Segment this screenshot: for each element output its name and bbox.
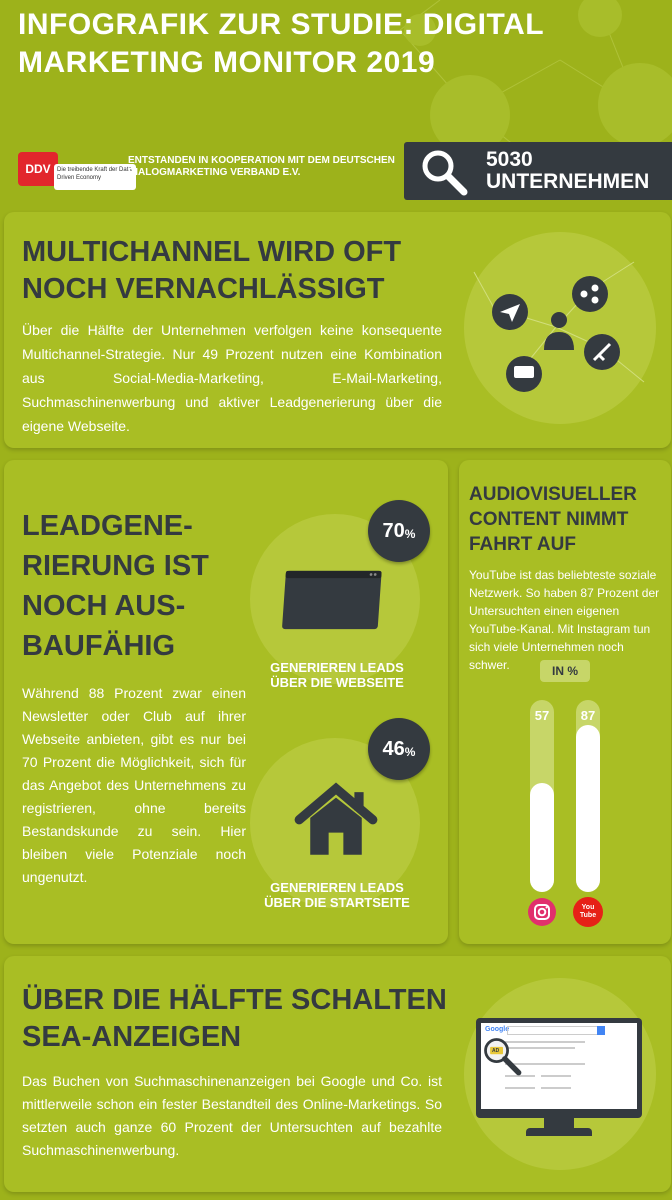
- person-icon: [551, 312, 567, 328]
- youtube-icon: [573, 897, 603, 927]
- youtube-bar: [576, 700, 600, 892]
- magnifier-icon: [420, 148, 470, 196]
- magnifier-ad-icon: [480, 1034, 526, 1080]
- ddv-logo: [18, 152, 132, 196]
- sea-title: ÜBER DIE HÄLFTE SCHALTEN SEA-ANZEIGEN: [22, 984, 447, 1053]
- multichannel-illustration: [464, 232, 656, 424]
- startseite-stat-value: 46: [382, 737, 405, 760]
- leadgen-card: [4, 460, 448, 944]
- network-people-icon: [464, 232, 656, 424]
- instagram-bar-fill: [530, 783, 554, 892]
- multichannel-text: Über die Hälfte der Unternehmen verfolgen keine konsequente Multichannel-Strategie. Nur 49 Prozent nutzen eine Kombination aus Social-Media-Marketing, E-Mail-Marketing, Suchmaschinenwerbung und aktiver Leadgenerierung über die eigene Webseite.: [22, 322, 442, 434]
- webseite-stat-unit: %: [404, 526, 416, 541]
- youtube-icon-text: You Tube: [579, 904, 597, 919]
- company-count-badge: [404, 142, 672, 200]
- company-count-label: UNTERNEHMEN: [486, 170, 650, 193]
- ad-badge-text: AD: [492, 1048, 500, 1054]
- youtube-bar-value: 87: [580, 708, 596, 723]
- page-title: INFOGRAFIK ZUR STUDIE: DIGITAL MARKETING MONITOR 2019: [18, 8, 544, 79]
- house-icon: [290, 774, 382, 860]
- multichannel-card: [4, 212, 671, 448]
- ddv-logo-tagline: Die treibende Kraft der Data Driven Economy: [54, 164, 136, 190]
- instagram-bar: [530, 700, 554, 892]
- browser-window-icon: [282, 564, 386, 636]
- startseite-stat-label: GENERIEREN LEADS ÜBER DIE STARTSEITE: [264, 880, 410, 910]
- audiovisual-text: YouTube ist das beliebteste soziale Netzwerk. So haben 87 Prozent der Untersuchten einen eigenen YouTube-Kanal. Mit Instagram tun sich viele Unternehmen noch schwer.: [469, 568, 660, 672]
- cooperation-note: ENTSTANDEN IN KOOPERATION MIT DEM DEUTSCHEN DIALOGMARKETING VERBAND E.V.: [128, 155, 395, 178]
- multichannel-title: MULTICHANNEL WIRD OFT NOCH VERNACHLÄSSIGT: [22, 236, 402, 305]
- audiovisual-card: [459, 460, 671, 944]
- search-engine-logo: Google: [485, 1026, 510, 1033]
- instagram-bar-value: 57: [534, 708, 550, 723]
- share-icon: [572, 276, 608, 312]
- leadgen-text: Während 88 Prozent zwar einen Newsletter oder Club auf ihrer Webseite anbieten, gibt es nur bei 70 Prozent die Möglichkeit, sich für das Angebot des Unternehmens zu registrieren, ohne bereits Bestandskunde zu sein. Hier bleiben viele Potenziale noch ungenutzt.: [22, 685, 246, 885]
- youtube-bar-fill: [576, 725, 600, 892]
- ddv-logo-mark: DDV: [18, 152, 58, 186]
- monitor-icon: [476, 1018, 642, 1138]
- webseite-stat-bubble: [368, 500, 430, 562]
- startseite-stat-unit: %: [404, 744, 416, 759]
- company-count-number: 5030: [486, 148, 533, 171]
- company-count-text: [486, 149, 649, 193]
- leadgen-title: [22, 506, 242, 666]
- instagram-icon: [527, 897, 557, 927]
- leadgen-title-text: LEADGENE-RIERUNG IST NOCH AUS-BAUFÄHIG: [22, 510, 209, 662]
- audiovisual-title: AUDIOVISUELLER CONTENT NIMMT FAHRT AUF: [469, 484, 637, 555]
- unit-label: IN %: [540, 660, 590, 682]
- webseite-stat-label: GENERIEREN LEADS ÜBER DIE WEBSEITE: [270, 660, 404, 690]
- sea-text: Das Buchen von Suchmaschinenanzeigen bei Google und Co. ist mittlerweile schon ein fester Bestandteil des Online-Marketings. So setzten auch ganze 60 Prozent der Untersuchten auf bezahlte Suchmaschinenwerbung.: [22, 1073, 442, 1158]
- webseite-stat-value: 70: [382, 519, 405, 542]
- startseite-stat-bubble: [368, 718, 430, 780]
